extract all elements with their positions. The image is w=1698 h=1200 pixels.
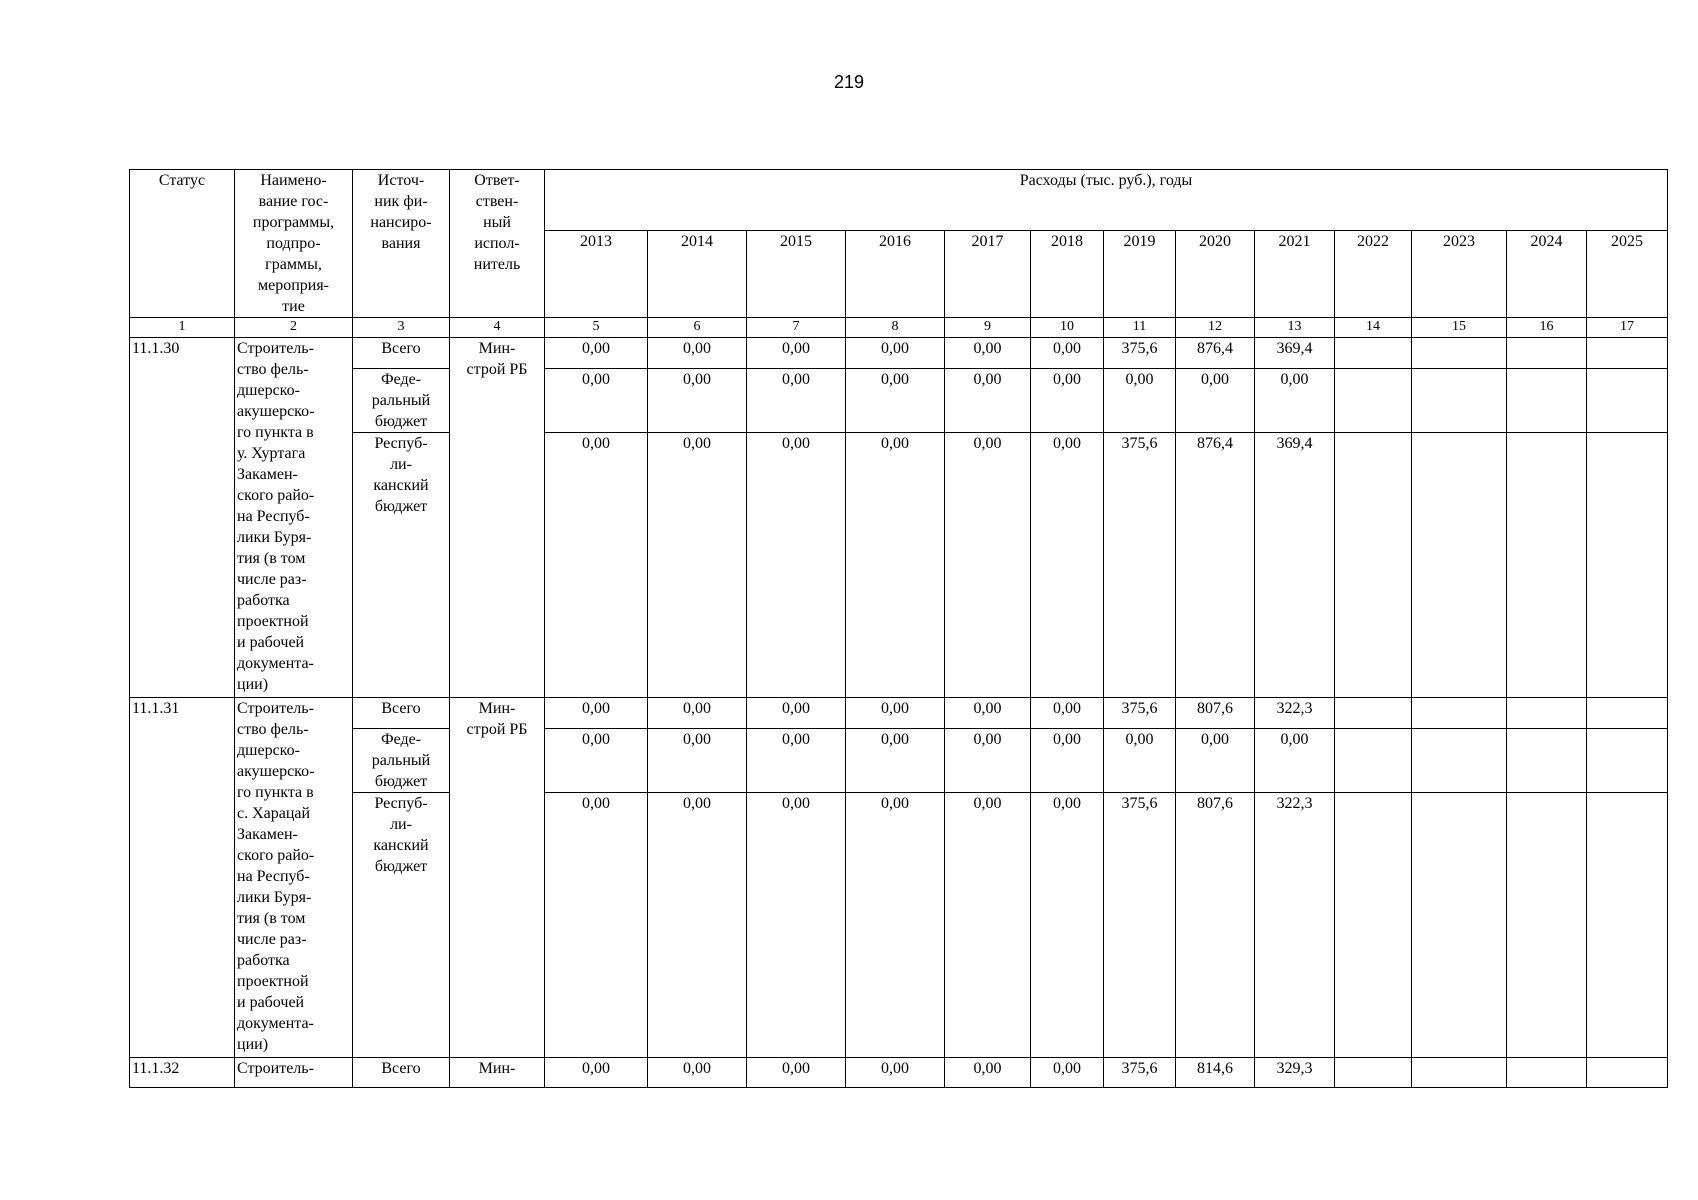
cell-value: 0,00 [846, 698, 945, 729]
cell-value [1507, 793, 1587, 1058]
column-number: 2 [235, 318, 353, 338]
header-name: Наимено- вание гос- программы, подпро- граммы, мероприя- тие [235, 170, 353, 318]
column-number: 10 [1031, 318, 1104, 338]
header-responsible: Ответ- ствен- ный испол- нитель [450, 170, 545, 318]
row-name: Строитель- ство фель- дшерско- акушерско- го пункта в с. Харацай Закамен- ского райо- на Респуб- лики Буря- тия (в том числе раз- работка проектной и рабочей документа- ции) [235, 698, 353, 1058]
cell-value: 0,00 [545, 729, 648, 793]
header-year: 2020 [1176, 231, 1255, 318]
cell-value: 0,00 [545, 1058, 648, 1088]
cell-value [1587, 729, 1668, 793]
header-year: 2013 [545, 231, 648, 318]
cell-value: 0,00 [846, 338, 945, 369]
cell-value: 0,00 [648, 698, 747, 729]
budget-table [129, 169, 1668, 1088]
header-year: 2022 [1335, 231, 1412, 318]
cell-value [1335, 1058, 1412, 1088]
header-year: 2017 [945, 231, 1031, 318]
cell-value: 0,00 [545, 793, 648, 1058]
column-number: 11 [1104, 318, 1176, 338]
cell-value: 0,00 [1031, 793, 1104, 1058]
cell-value [1507, 433, 1587, 698]
cell-value [1587, 338, 1668, 369]
column-number: 4 [450, 318, 545, 338]
cell-value: 0,00 [846, 369, 945, 433]
cell-value [1335, 793, 1412, 1058]
table-row [130, 1058, 1668, 1088]
row-responsible: Мин- строй РБ [450, 698, 545, 1058]
cell-value: 807,6 [1176, 793, 1255, 1058]
row-responsible: Мин- [450, 1058, 545, 1088]
cell-value: 0,00 [945, 1058, 1031, 1088]
header-year: 2016 [846, 231, 945, 318]
row-source: Феде- ральный бюджет [353, 729, 450, 793]
column-number: 1 [130, 318, 235, 338]
cell-value: 375,6 [1104, 698, 1176, 729]
cell-value [1587, 793, 1668, 1058]
cell-value: 375,6 [1104, 338, 1176, 369]
row-name: Строитель- ство фель- дшерско- акушерско- го пункта в у. Хуртага Закамен- ского райо- на Респуб- лики Буря- тия (в том числе раз- работка проектной и рабочей документа- ции) [235, 338, 353, 698]
cell-value: 322,3 [1255, 793, 1335, 1058]
cell-value: 876,4 [1176, 338, 1255, 369]
row-source: Респуб- ли- канский бюджет [353, 793, 450, 1058]
cell-value [1587, 1058, 1668, 1088]
cell-value: 0,00 [545, 433, 648, 698]
cell-value: 0,00 [1031, 1058, 1104, 1088]
header-year: 2024 [1507, 231, 1587, 318]
cell-value [1335, 369, 1412, 433]
cell-value: 0,00 [846, 729, 945, 793]
cell-value: 0,00 [945, 433, 1031, 698]
header-year: 2015 [747, 231, 846, 318]
cell-value [1507, 729, 1587, 793]
cell-value: 0,00 [747, 729, 846, 793]
cell-value [1412, 793, 1507, 1058]
column-number: 8 [846, 318, 945, 338]
header-source: Источ- ник фи- нансиро- вания [353, 170, 450, 318]
cell-value: 0,00 [747, 698, 846, 729]
column-number: 6 [648, 318, 747, 338]
column-number: 13 [1255, 318, 1335, 338]
cell-value [1587, 433, 1668, 698]
row-source: Всего [353, 1058, 450, 1088]
cell-value [1412, 369, 1507, 433]
cell-value: 0,00 [1031, 698, 1104, 729]
cell-value: 0,00 [945, 793, 1031, 1058]
cell-value: 876,4 [1176, 433, 1255, 698]
cell-value: 0,00 [1176, 369, 1255, 433]
cell-value: 0,00 [1255, 369, 1335, 433]
cell-value [1335, 698, 1412, 729]
row-source: Феде- ральный бюджет [353, 369, 450, 433]
cell-value [1335, 338, 1412, 369]
column-number: 17 [1587, 318, 1668, 338]
cell-value: 375,6 [1104, 793, 1176, 1058]
cell-value: 0,00 [945, 369, 1031, 433]
header-year: 2018 [1031, 231, 1104, 318]
cell-value [1412, 729, 1507, 793]
column-number: 15 [1412, 318, 1507, 338]
header-year: 2014 [648, 231, 747, 318]
cell-value: 0,00 [1104, 729, 1176, 793]
cell-value: 0,00 [1031, 338, 1104, 369]
cell-value [1412, 698, 1507, 729]
cell-value [1587, 369, 1668, 433]
cell-value: 0,00 [1104, 369, 1176, 433]
cell-value: 807,6 [1176, 698, 1255, 729]
cell-value: 369,4 [1255, 338, 1335, 369]
column-number: 12 [1176, 318, 1255, 338]
header-year: 2019 [1104, 231, 1176, 318]
cell-value [1335, 433, 1412, 698]
column-number: 3 [353, 318, 450, 338]
cell-value: 0,00 [648, 793, 747, 1058]
table-row [130, 433, 1668, 698]
header-status: Статус [130, 170, 235, 318]
cell-value: 0,00 [1031, 369, 1104, 433]
cell-value: 0,00 [1031, 433, 1104, 698]
cell-value: 0,00 [648, 338, 747, 369]
row-responsible: Мин- строй РБ [450, 338, 545, 698]
cell-value: 0,00 [1031, 729, 1104, 793]
row-status: 11.1.32 [130, 1058, 235, 1088]
row-source: Респуб- ли- канский бюджет [353, 433, 450, 698]
cell-value: 329,3 [1255, 1058, 1335, 1088]
cell-value: 0,00 [545, 369, 648, 433]
cell-value: 369,4 [1255, 433, 1335, 698]
cell-value [1587, 698, 1668, 729]
table-row [130, 369, 1668, 433]
cell-value: 0,00 [648, 729, 747, 793]
cell-value: 0,00 [747, 338, 846, 369]
cell-value: 0,00 [945, 698, 1031, 729]
cell-value [1507, 698, 1587, 729]
row-status: 11.1.31 [130, 698, 235, 1058]
page-number: 219 [833, 72, 865, 92]
cell-value: 0,00 [846, 1058, 945, 1088]
column-number: 5 [545, 318, 648, 338]
header-year: 2023 [1412, 231, 1507, 318]
cell-value: 0,00 [945, 338, 1031, 369]
header-year: 2025 [1587, 231, 1668, 318]
cell-value: 0,00 [648, 1058, 747, 1088]
cell-value: 0,00 [747, 1058, 846, 1088]
cell-value [1412, 433, 1507, 698]
cell-value [1335, 729, 1412, 793]
cell-value: 0,00 [545, 698, 648, 729]
cell-value: 0,00 [545, 338, 648, 369]
header-expenses: Расходы (тыс. руб.), годы [545, 170, 1668, 231]
column-number: 7 [747, 318, 846, 338]
cell-value [1412, 338, 1507, 369]
table-row [130, 698, 1668, 729]
cell-value: 0,00 [846, 793, 945, 1058]
column-number: 14 [1335, 318, 1412, 338]
row-name: Строитель- [235, 1058, 353, 1088]
cell-value: 0,00 [648, 369, 747, 433]
cell-value: 0,00 [1176, 729, 1255, 793]
cell-value: 0,00 [1255, 729, 1335, 793]
cell-value: 375,6 [1104, 1058, 1176, 1088]
cell-value: 0,00 [945, 729, 1031, 793]
cell-value: 375,6 [1104, 433, 1176, 698]
cell-value [1412, 1058, 1507, 1088]
cell-value: 0,00 [846, 433, 945, 698]
cell-value: 322,3 [1255, 698, 1335, 729]
cell-value: 0,00 [747, 793, 846, 1058]
row-source: Всего [353, 698, 450, 729]
cell-value [1507, 338, 1587, 369]
cell-value: 0,00 [747, 433, 846, 698]
column-number: 9 [945, 318, 1031, 338]
row-source: Всего [353, 338, 450, 369]
cell-value [1507, 1058, 1587, 1088]
cell-value [1507, 369, 1587, 433]
column-number: 16 [1507, 318, 1587, 338]
cell-value: 814,6 [1176, 1058, 1255, 1088]
cell-value: 0,00 [648, 433, 747, 698]
cell-value: 0,00 [747, 369, 846, 433]
table-row [130, 729, 1668, 793]
table-row [130, 338, 1668, 369]
header-year: 2021 [1255, 231, 1335, 318]
row-status: 11.1.30 [130, 338, 235, 698]
table-row [130, 793, 1668, 1058]
